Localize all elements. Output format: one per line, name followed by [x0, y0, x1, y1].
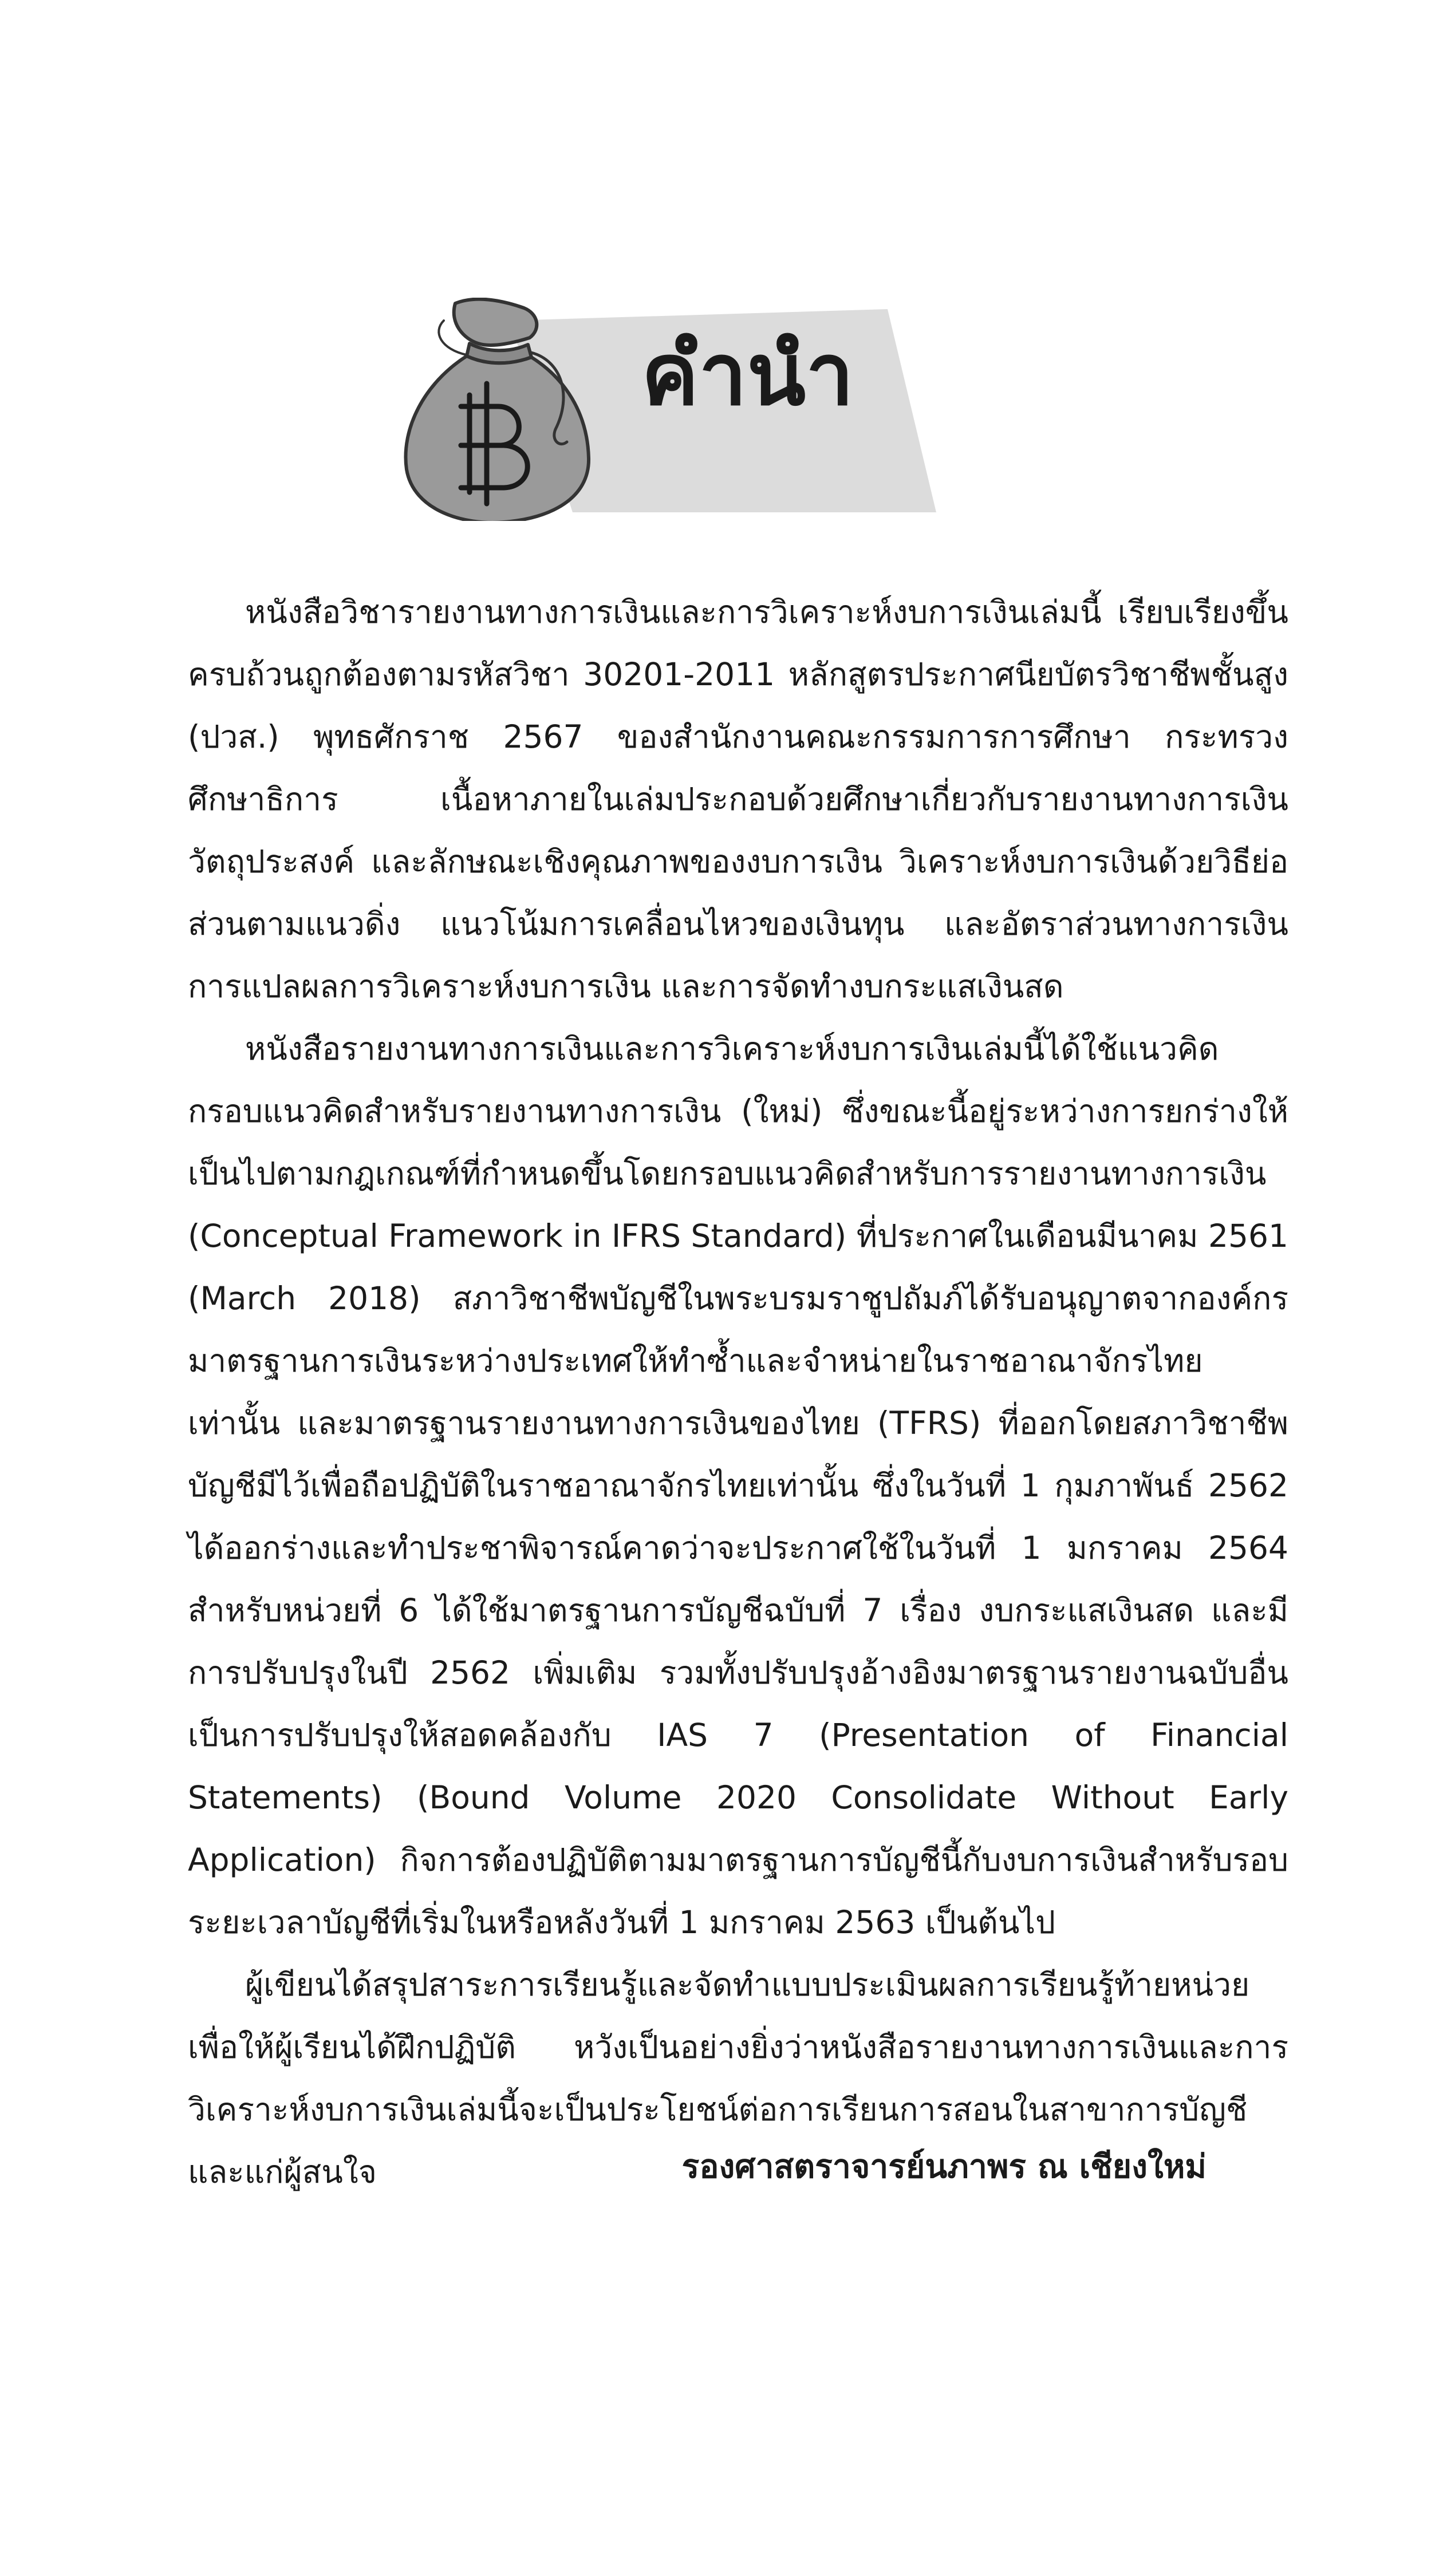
paragraph-closing: ผู้เขียนได้สรุปสาระการเรียนรู้และจัดทำแบบประเมินผลการเรียนรู้ท้ายหน่วยเพื่อให้ผู้เรียนได้ฝึกปฏิบัติ หวังเป็นอย่างยิ่งว่าหนังสือรายงานทางการเงินและการวิเคราะห์งบการเงินเล่มนี้จะเป็นประโยชน์ต่อการเรียนการสอนในสาขาการบัญชีและแก่ผู้สนใจ	[188, 1966, 1288, 2190]
preface-heading	[401, 298, 973, 521]
page-title: คำนำ	[641, 325, 854, 425]
paragraph-standards: หนังสือรายงานทางการเงินและการวิเคราะห์งบการเงินเล่มนี้ได้ใช้แนวคิดกรอบแนวคิดสำหรับรายงานทางการเงิน (ใหม่) ซึ่งขณะนี้อยู่ระหว่างการยกร่างให้เป็นไปตามกฎเกณฑ์ที่กำหนดขึ้นโดยกรอบแนวคิดสำหรับการรายงานทางการเงิน (Conceptual Framework in IFRS Standard) ที่ประกาศในเดือนมีนาคม 2561 (March 2018) สภาวิชาชีพบัญชีในพระบรมราชูปถัมภ์ได้รับอนุญาตจากองค์กรมาตรฐานการเงินระหว่างประเทศให้ทำซ้ำและจำหน่ายในราชอาณาจักรไทยเท่านั้น และมาตรฐานรายงานทางการเงินของไทย (TFRS) ที่ออกโดยสภาวิชาชีพบัญชีมีไว้เพื่อถือปฏิบัติในราชอาณาจักรไทยเท่านั้น ซึ่งในวันที่ 1 กุมภาพันธ์ 2562 ได้ออกร่างและทำประชาพิจารณ์คาดว่าจะประกาศใช้ในวันที่ 1 มกราคม 2564 สำหรับหน่วยที่ 6 ได้ใช้มาตรฐานการบัญชีฉบับที่ 7 เรื่อง งบกระแสเงินสด และมีการปรับปรุงในปี 2562 เพิ่มเติม รวมทั้งปรับปรุงอ้างอิงมาตรฐานรายงานฉบับอื่น เป็นการปรับปรุงให้สอดคล้องกับ IAS 7 (Presentation of Financial Statements) (Bound Volume 2020 Consolidate Without Early Application) กิจการต้องปฏิบัติตามมาตรฐานการบัญชีนี้กับงบการเงินสำหรับรอบระยะเวลาบัญชีที่เริ่มในหรือหลังวันที่ 1 มกราคม 2563 เป็นต้นไป	[188, 1030, 1288, 1941]
preface-body	[188, 581, 1288, 2203]
author-signature: รองศาสตราจารย์นภาพร ณ เชียงใหม่	[681, 2148, 1207, 2186]
paragraph-intro: หนังสือวิชารายงานทางการเงินและการวิเคราะห์งบการเงินเล่มนี้ เรียบเรียงขึ้นครบถ้วนถูกต้องตามรหัสวิชา 30201-2011 หลักสูตรประกาศนียบัตรวิชาชีพชั้นสูง (ปวส.) พุทธศักราช 2567 ของสำนักงานคณะกรรมการการศึกษา กระทรวงศึกษาธิการ เนื้อหาภายในเล่มประกอบด้วยศึกษาเกี่ยวกับรายงานทางการเงิน วัตถุประสงค์ และลักษณะเชิงคุณภาพของงบการเงิน วิเคราะห์งบการเงินด้วยวิธีย่อส่วนตามแนวดิ่ง แนวโน้มการเคลื่อนไหวของเงินทุน และอัตราส่วนทางการเงิน การแปลผลการวิเคราะห์งบการเงิน และการจัดทำงบกระแสเงินสด	[188, 594, 1288, 1005]
